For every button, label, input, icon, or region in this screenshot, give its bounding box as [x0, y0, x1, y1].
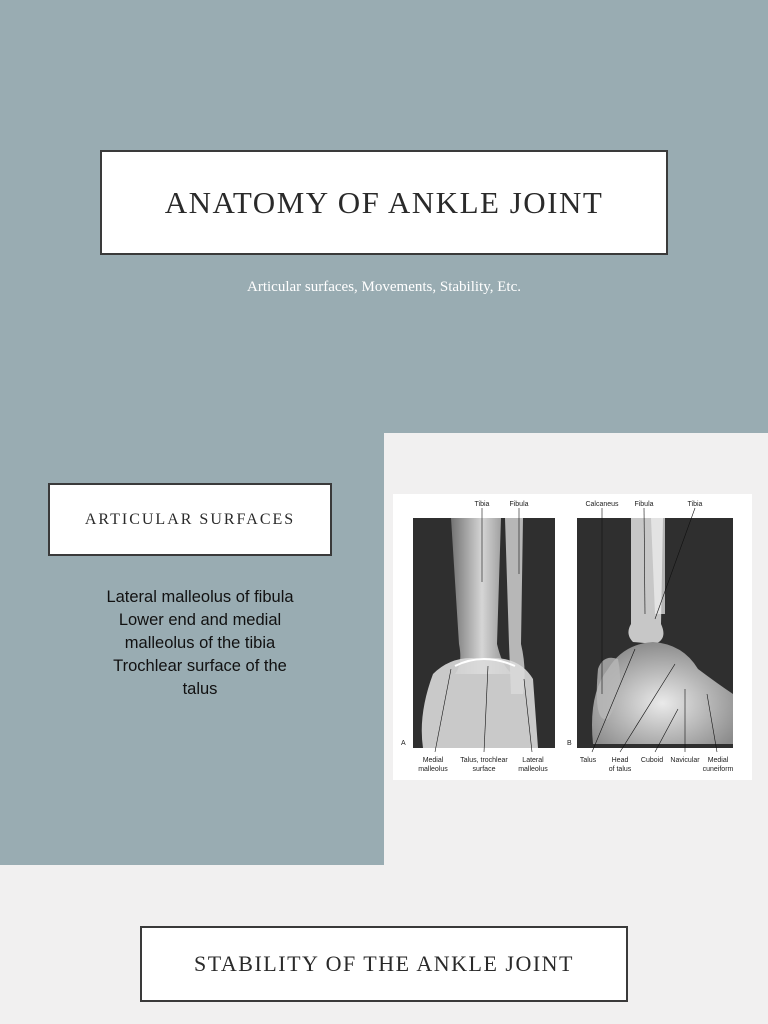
section-heading-box	[48, 483, 332, 556]
label-fibula-b: Fibula	[634, 501, 654, 508]
stability-heading-box	[140, 926, 628, 1002]
text-line: Lower end and medial	[118, 611, 282, 629]
label-lateral-malleolus: Lateral	[522, 757, 544, 764]
section-heading: ARTICULAR SURFACES	[84, 510, 296, 528]
label-medial-malleolus-line2: malleolus	[418, 766, 448, 773]
text-line: malleolus of the tibia	[124, 634, 276, 652]
panel-letter-b: B	[567, 740, 572, 747]
label-fibula-a: Fibula	[509, 501, 529, 508]
page-title: ANATOMY OF ANKLE JOINT	[164, 184, 604, 220]
xray-panel-a	[413, 518, 555, 748]
label-tibia-b: Tibia	[687, 501, 703, 508]
ankle-xray-figure	[393, 494, 752, 780]
label-head-of-talus: Head	[611, 757, 629, 764]
label-cuboid: Cuboid	[640, 757, 664, 764]
label-head-of-talus-line2: of talus	[608, 766, 632, 773]
xray-panel-b	[577, 518, 733, 748]
title-box	[100, 150, 668, 255]
label-navicular: Navicular	[670, 757, 700, 764]
text-line: Lateral malleolus of fibula	[106, 588, 294, 606]
label-talus-trochlear: Talus, trochlear	[460, 757, 508, 764]
label-tibia-a: Tibia	[474, 501, 490, 508]
label-talus-b: Talus	[579, 757, 597, 764]
label-calcaneus: Calcaneus	[585, 501, 619, 508]
stability-heading: STABILITY OF THE ANKLE JOINT	[194, 951, 574, 976]
articular-surfaces-text	[60, 586, 340, 701]
page-subtitle: Articular surfaces, Movements, Stability, Etc.	[247, 279, 521, 295]
label-medial-malleolus: Medial	[422, 757, 444, 764]
label-medial-cuneiform-line2: cuneiform	[702, 766, 734, 773]
label-medial-cuneiform: Medial	[707, 757, 729, 764]
label-talus-trochlear-line2: surface	[472, 766, 496, 773]
xray-illustration	[393, 494, 752, 780]
panel-letter-a: A	[401, 740, 406, 747]
text-line: Trochlear surface of the	[113, 657, 287, 675]
label-lateral-malleolus-line2: malleolus	[518, 766, 548, 773]
text-line: talus	[182, 680, 218, 698]
